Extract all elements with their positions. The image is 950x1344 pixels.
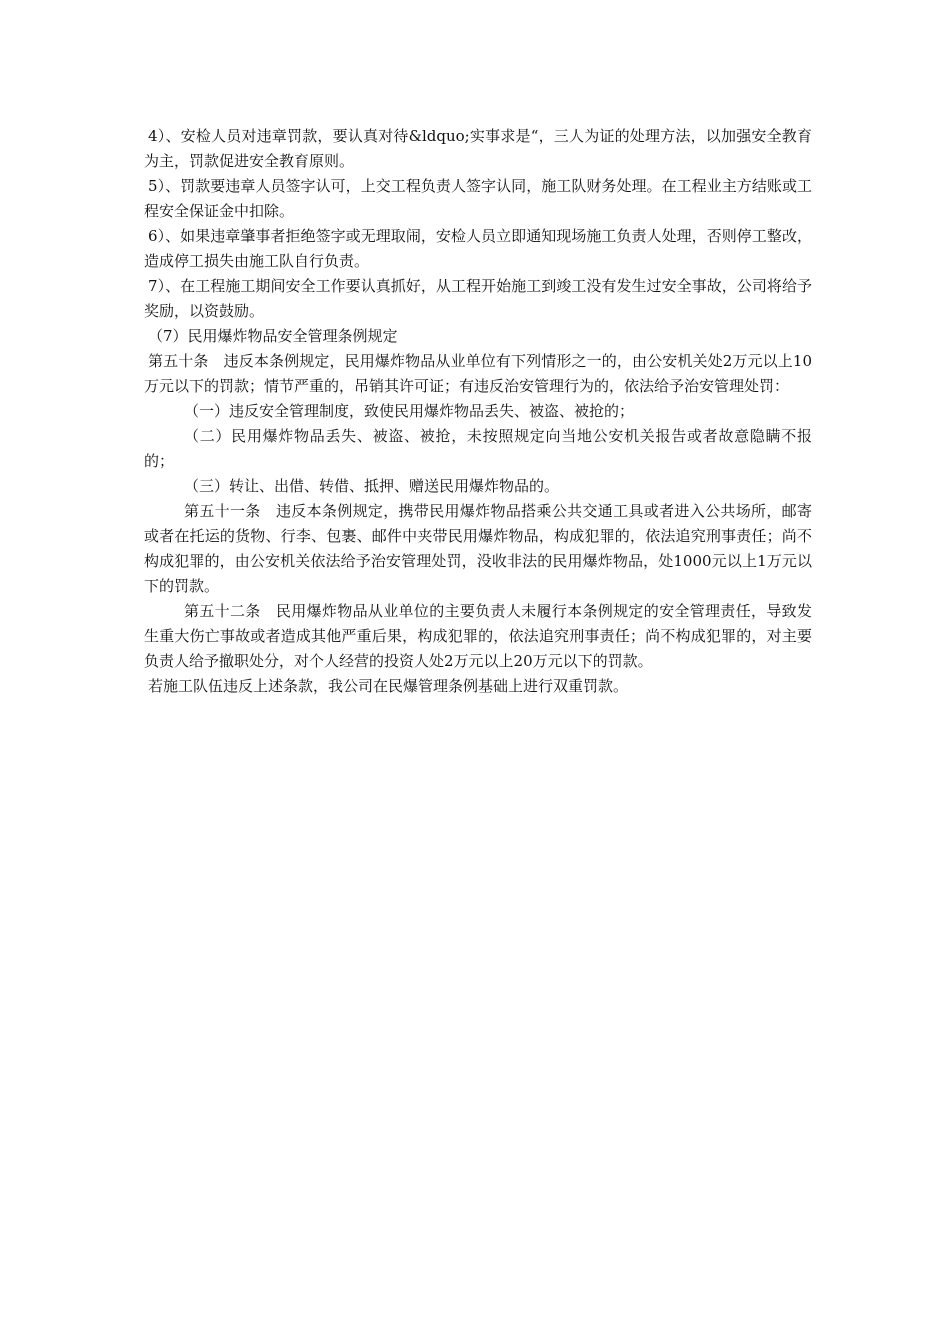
closing-statement: 若施工队伍违反上述条款，我公司在民爆管理条例基础上进行双重罚款。: [148, 677, 629, 695]
paragraph-item-4: 4）、安检人员对违章罚款，要认真对待&ldquo;实事求是“，三人为证的处理方法，以加强安全教育为主，罚款促进安全教育原则。: [144, 127, 812, 170]
article-50: 第五十条 违反本条例规定，民用爆炸物品从业单位有下列情形之一的，由公安机关处2万元以上10万元以下的罚款；情节严重的，吊销其许可证；有违反治安管理行为的，依法给予治安管理处罚：: [144, 352, 812, 395]
article-50-clause-2: （二）民用爆炸物品丢失、被盗、被抢，未按照规定向当地公安机关报告或者故意隐瞒不报的；: [144, 427, 812, 470]
article-50-clause-3: （三）转让、出借、转借、抵押、赠送民用爆炸物品的。: [184, 477, 560, 495]
paragraph-item-5: 5）、罚款要违章人员签字认可，上交工程负责人签字认同，施工队财务处理。在工程业主方结账或工程安全保证金中扣除。: [144, 177, 812, 220]
paragraph-item-6: 6）、如果违章肇事者拒绝签字或无理取闹，安检人员立即通知现场施工负责人处理，否则停工整改，造成停工损失由施工队自行负责。: [144, 227, 812, 270]
section-heading: （7）民用爆炸物品安全管理条例规定: [148, 327, 398, 345]
article-50-clause-1: （一）违反安全管理制度，致使民用爆炸物品丢失、被盗、被抢的；: [184, 402, 635, 420]
article-51: 第五十一条 违反本条例规定，携带民用爆炸物品搭乘公共交通工具或者进入公共场所，邮寄或者在托运的货物、行李、包裹、邮件中夹带民用爆炸物品，构成犯罪的，依法追究刑事责任；尚不构成犯罪的，由公安机关依法给予治安管理处罚，没收非法的民用爆炸物品，处1000元以上1万元以下的罚款。: [144, 502, 812, 595]
article-52: 第五十二条 民用爆炸物品从业单位的主要负责人未履行本条例规定的安全管理责任，导致发生重大伤亡事故或者造成其他严重后果，构成犯罪的，依法追究刑事责任；尚不构成犯罪的，对主要负责人给予撤职处分，对个人经营的投资人处2万元以上20万元以下的罚款。: [144, 602, 812, 670]
paragraph-item-7: 7）、在工程施工期间安全工作要认真抓好，从工程开始施工到竣工没有发生过安全事故，公司将给予奖励，以资鼓励。: [144, 277, 812, 320]
document-body: [144, 124, 812, 699]
